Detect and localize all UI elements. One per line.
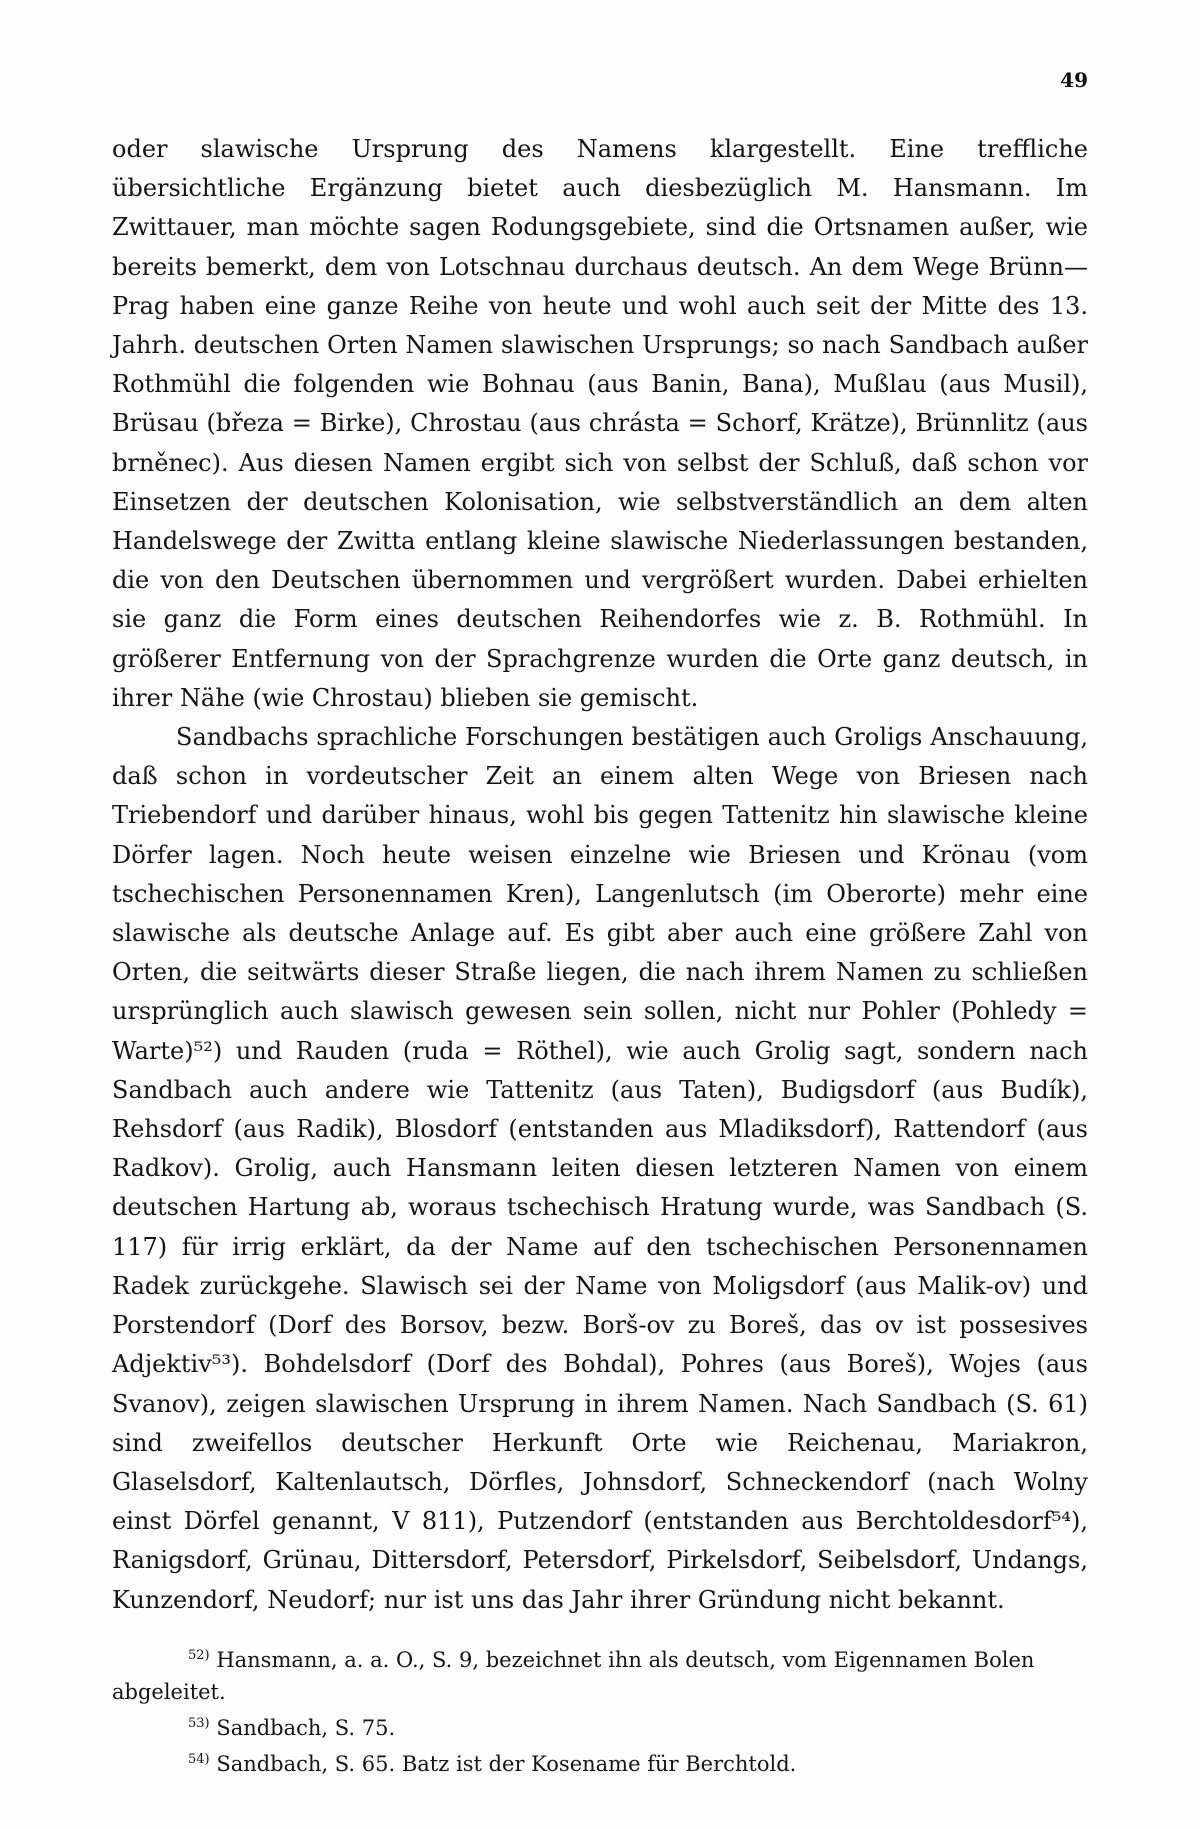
- footnotes: [112, 1640, 1088, 1780]
- footnote-mark: 53): [188, 1716, 210, 1731]
- footnote-text: Sandbach, S. 75.: [216, 1716, 396, 1740]
- footnote-text: Sandbach, S. 65. Batz ist der Kosename für Berchtold.: [216, 1752, 797, 1776]
- body-text: [112, 130, 1088, 1620]
- footnote-mark: 52): [188, 1648, 210, 1663]
- footnote-text: Hansmann, a. a. O., S. 9, bezeichnet ihn als deutsch, vom Eigennamen Bolen abgeleitet.: [112, 1648, 1035, 1704]
- footnote-mark: 54): [188, 1752, 210, 1767]
- paragraph-1: oder slawische Ursprung des Namens klargestellt. Eine treffliche übersichtliche Ergänzung bietet auch diesbezüglich M. Hansmann. Im Zwittauer, man möchte sagen Rodungsgebiete, sind die Ortsnamen außer, wie bereits bemerkt, dem von Lotschnau durchaus deutsch. An dem Wege Brünn—Prag haben eine ganze Reihe von heute und wohl auch seit der Mitte des 13. Jahrh. deutschen Orten Namen slawischen Ursprungs; so nach Sandbach außer Rothmühl die folgenden wie Bohnau (aus Banin, Bana), Mußlau (aus Musil), Brüsau (březa = Birke), Chrostau (aus chrásta = Schorf, Krätze), Brünnlitz (aus brněnec). Aus diesen Namen ergibt sich von selbst der Schluß, daß schon vor Einsetzen der deutschen Kolonisation, wie selbstverständlich an dem alten Handelswege der Zwitta entlang kleine slawische Niederlassungen bestanden, die von den Deutschen übernommen und vergrößert wurden. Dabei erhielten sie ganz die Form eines deutschen Reihendorfes wie z. B. Rothmühl. In größerer Entfernung von der Sprachgrenze wurden die Orte ganz deutsch, in ihrer Nähe (wie Chrostau) blieben sie gemischt.: [112, 135, 1088, 712]
- paragraph-2: Sandbachs sprachliche Forschungen bestätigen auch Groligs Anschauung, daß schon in vordeutscher Zeit an einem alten Wege von Briesen nach Triebendorf und darüber hinaus, wohl bis gegen Tattenitz hin slawische kleine Dörfer lagen. Noch heute weisen einzelne wie Briesen und Krönau (vom tschechischen Personennamen Kren), Langenlutsch (im Oberorte) mehr eine slawische als deutsche Anlage auf. Es gibt aber auch eine größere Zahl von Orten, die seitwärts dieser Straße liegen, die nach ihrem Namen zu schließen ursprünglich auch slawisch gewesen sein sollen, nicht nur Pohler (Pohledy = Warte)⁵²) und Rauden (ruda = Röthel), wie auch Grolig sagt, sondern nach Sandbach auch andere wie Tattenitz (aus Taten), Budigsdorf (aus Budík), Rehsdorf (aus Radik), Blosdorf (entstanden aus Mladiksdorf), Rattendorf (aus Radkov). Grolig, auch Hansmann leiten diesen letzteren Namen von einem deutschen Hartung ab, woraus tschechisch Hratung wurde, was Sandbach (S. 117) für irrig erklärt, da der Name auf den tschechischen Personennamen Radek zurückgehe. Slawisch sei der Name von Moligsdorf (aus Malik-ov) und Porstendorf (Dorf des Borsov, bezw. Borš-ov zu Boreš, das ov ist possesives Adjektiv⁵³). Bohdelsdorf (Dorf des Bohdal), Pohres (aus Boreš), Wojes (aus Svanov), zeigen slawischen Ursprung in ihrem Namen. Nach Sandbach (S. 61) sind zweifellos deutscher Herkunft Orte wie Reichenau, Mariakron, Glaselsdorf, Kaltenlautsch, Dörfles, Johnsdorf, Schneckendorf (nach Wolny einst Dörfel genannt, V 811), Putzendorf (entstanden aus Berchtoldesdorf⁵⁴), Ranigsdorf, Grünau, Dittersdorf, Petersdorf, Pirkelsdorf, Seibelsdorf, Undangs, Kunzendorf, Neudorf; nur ist uns das Jahr ihrer Gründung nicht bekannt.: [112, 723, 1088, 1614]
- page-number: 49: [1060, 68, 1088, 92]
- footnote-53: [112, 1708, 1088, 1744]
- footnote-52: [112, 1640, 1088, 1708]
- footnote-54: [112, 1744, 1088, 1780]
